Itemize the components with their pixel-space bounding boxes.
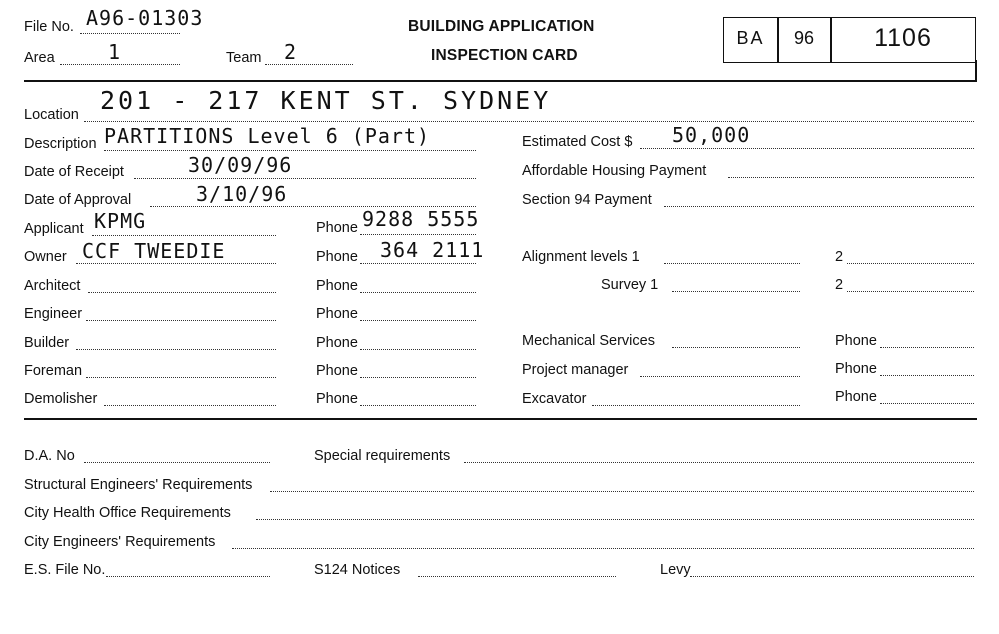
- engineer-line: [86, 320, 276, 321]
- area-label: Area: [24, 50, 55, 66]
- estimated-cost-value[interactable]: 50,000: [672, 123, 751, 147]
- owner-phone-value[interactable]: 364 2111: [380, 238, 485, 262]
- receipt-label: Date of Receipt: [24, 164, 124, 180]
- applicant-value[interactable]: KPMG: [94, 209, 147, 233]
- project-manager-line: [640, 376, 800, 377]
- header-divider: [24, 80, 977, 82]
- builder-line: [76, 349, 276, 350]
- special-requirements-label: Special requirements: [314, 448, 451, 464]
- city-engineers-line: [232, 548, 974, 549]
- foreman-line: [86, 377, 276, 378]
- mechanical-label: Mechanical Services: [522, 333, 655, 349]
- survey-line-1: [672, 291, 800, 292]
- excavator-line: [592, 405, 800, 406]
- mechanical-phone-line: [880, 347, 974, 348]
- levy-line: [690, 576, 974, 577]
- team-line: [265, 64, 353, 65]
- excavator-phone-label: Phone: [835, 389, 877, 405]
- survey-2-label: 2: [835, 277, 844, 293]
- owner-line: [76, 263, 276, 264]
- mechanical-phone-label: Phone: [835, 333, 877, 349]
- es-file-label: E.S. File No.: [24, 562, 106, 578]
- applicant-phone-line: [360, 234, 476, 235]
- applicant-label: Applicant: [24, 221, 84, 237]
- engineer-phone-line: [360, 320, 476, 321]
- excavator-label: Excavator: [522, 391, 587, 407]
- builder-label: Builder: [24, 335, 70, 351]
- architect-phone-label: Phone: [316, 278, 358, 294]
- health-line: [256, 519, 974, 520]
- city-engineers-label: City Engineers' Requirements: [24, 534, 216, 550]
- affordable-label: Affordable Housing Payment: [522, 163, 707, 179]
- alignment-line-1: [664, 263, 800, 264]
- location-line: [84, 121, 974, 122]
- description-label: Description: [24, 136, 97, 152]
- owner-label: Owner: [24, 249, 67, 265]
- health-label: City Health Office Requirements: [24, 505, 231, 521]
- ba-prefix: BA: [736, 28, 765, 48]
- area-value[interactable]: 1: [108, 40, 122, 64]
- receipt-line: [134, 178, 476, 179]
- foreman-phone-label: Phone: [316, 363, 358, 379]
- team-value[interactable]: 2: [284, 40, 298, 64]
- survey-line-2: [847, 291, 974, 292]
- structural-label: Structural Engineers' Requirements: [24, 477, 253, 493]
- architect-label: Architect: [24, 278, 81, 294]
- demolisher-phone-label: Phone: [316, 391, 358, 407]
- applicant-phone-label: Phone: [316, 220, 358, 236]
- ba-number: 1106: [874, 24, 932, 52]
- demolisher-line: [104, 405, 276, 406]
- receipt-value[interactable]: 30/09/96: [188, 153, 293, 177]
- owner-value[interactable]: CCF TWEEDIE: [82, 239, 226, 263]
- location-value[interactable]: 201 - 217 KENT ST. SYDNEY: [100, 86, 552, 115]
- s124-line: [418, 576, 616, 577]
- area-line: [60, 64, 180, 65]
- estimated-cost-label: Estimated Cost $: [522, 134, 633, 150]
- approval-label: Date of Approval: [24, 192, 132, 208]
- file-no-line: [80, 33, 180, 34]
- builder-phone-label: Phone: [316, 335, 358, 351]
- affordable-line: [728, 177, 974, 178]
- file-no-label: File No.: [24, 19, 74, 35]
- applicant-phone-value[interactable]: 9288 5555: [362, 207, 480, 231]
- levy-label: Levy: [660, 562, 691, 578]
- header-divider-step: [975, 60, 977, 82]
- es-file-line: [106, 576, 270, 577]
- project-manager-phone-line: [880, 375, 974, 376]
- builder-phone-line: [360, 349, 476, 350]
- card-title-line2: INSPECTION CARD: [431, 47, 578, 64]
- alignment-2-label: 2: [835, 249, 844, 265]
- applicant-line: [92, 235, 276, 236]
- survey-label: Survey 1: [601, 277, 659, 293]
- demolisher-phone-line: [360, 405, 476, 406]
- approval-value[interactable]: 3/10/96: [196, 182, 288, 206]
- owner-phone-line: [360, 263, 476, 264]
- architect-phone-line: [360, 292, 476, 293]
- estimated-cost-line: [640, 148, 974, 149]
- file-no-value[interactable]: A96-01303: [86, 6, 204, 30]
- project-manager-label: Project manager: [522, 362, 629, 378]
- location-label: Location: [24, 107, 79, 123]
- alignment-line-2: [847, 263, 974, 264]
- special-requirements-line: [464, 462, 974, 463]
- card-title-line1: BUILDING APPLICATION: [408, 18, 595, 35]
- ba-year: 96: [793, 28, 815, 48]
- description-line: [104, 150, 476, 151]
- da-no-label: D.A. No: [24, 448, 75, 464]
- section-divider: [24, 418, 977, 420]
- demolisher-label: Demolisher: [24, 391, 98, 407]
- structural-line: [270, 491, 974, 492]
- section94-label: Section 94 Payment: [522, 192, 652, 208]
- da-no-line: [84, 462, 270, 463]
- alignment-label: Alignment levels 1: [522, 249, 640, 265]
- s124-label: S124 Notices: [314, 562, 401, 578]
- section94-line: [664, 206, 974, 207]
- architect-line: [88, 292, 276, 293]
- description-value[interactable]: PARTITIONS Level 6 (Part): [104, 124, 431, 148]
- team-label: Team: [226, 50, 262, 66]
- project-manager-phone-label: Phone: [835, 361, 877, 377]
- mechanical-line: [672, 347, 800, 348]
- owner-phone-label: Phone: [316, 249, 358, 265]
- engineer-phone-label: Phone: [316, 306, 358, 322]
- foreman-label: Foreman: [24, 363, 83, 379]
- engineer-label: Engineer: [24, 306, 83, 322]
- excavator-phone-line: [880, 403, 974, 404]
- foreman-phone-line: [360, 377, 476, 378]
